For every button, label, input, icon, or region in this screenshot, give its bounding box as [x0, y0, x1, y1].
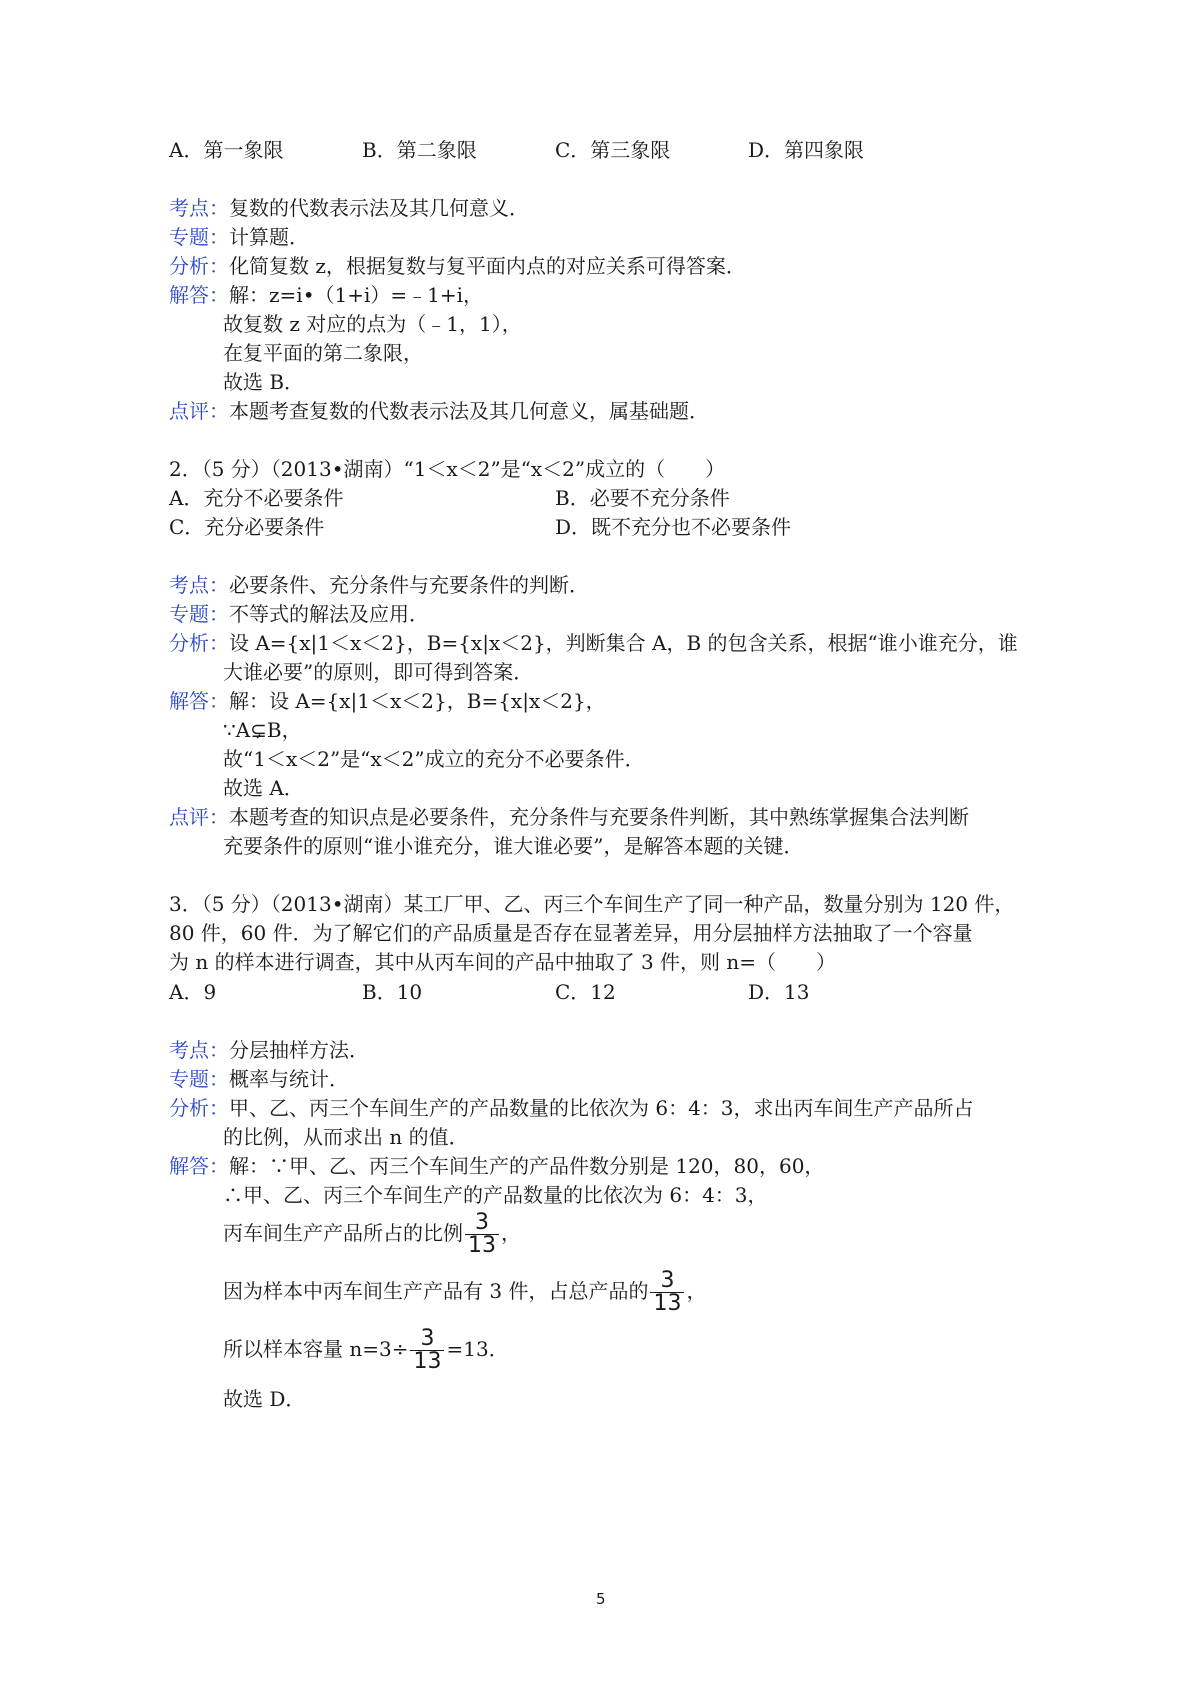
q3-step-capacity: 所以样本容量 n=3÷ $\frac{3}{13}$ =13． — [223, 1326, 509, 1374]
q2-stem: 2．（5 分）（2013•湖南）“1＜x＜2”是“x＜2”成立的（ ） — [169, 457, 726, 481]
q2-jieda-line: ∵A⊊B， — [223, 718, 302, 742]
q1-jieda-line: 故复数 z 对应的点为（﹣1，1）， — [223, 312, 522, 336]
q3-stem-line: 80 件，60 件．为了解它们的产品质量是否存在显著差异，用分层抽样方法抽取了一个容量 — [169, 921, 973, 945]
label-jieda: 解答： — [169, 689, 229, 713]
q1-jieda-line: 在复平面的第二象限， — [223, 341, 423, 365]
label-kaodian: 考点： — [169, 1038, 229, 1062]
q2-dianping: 点评：本题考查的知识点是必要条件，充分条件与充要条件判断，其中熟练掌握集合法判断 — [169, 805, 969, 829]
q3-step-sample: 因为样本中丙车间生产产品有 3 件，占总产品的 $\frac{3}{13}$ ， — [223, 1268, 707, 1316]
label-kaodian: 考点： — [169, 196, 229, 220]
q3-jieda: 解答：解：∵甲、乙、丙三个车间生产的产品件数分别是 120，80，60， — [169, 1154, 825, 1178]
label-dianping: 点评： — [169, 805, 229, 829]
q3-fenxi: 分析：甲、乙、丙三个车间生产的产品数量的比依次为 6：4：3，求出丙车间生产产品所占 — [169, 1096, 974, 1120]
label-zhuanti: 专题： — [169, 225, 229, 249]
q3-fenxi-line: 的比例，从而求出 n 的值． — [223, 1125, 469, 1149]
q3-stem-line: 3．（5 分）（2013•湖南）某工厂甲、乙、丙三个车间生产了同一种产品，数量分别为 120 件， — [169, 892, 1015, 916]
q2-option-a: A．充分不必要条件 — [169, 486, 344, 510]
q2-option-d: D．既不充分也不必要条件 — [555, 515, 792, 539]
q2-jieda: 解答：解：设 A={x|1＜x＜2}，B={x|x＜2}， — [169, 689, 606, 713]
fraction: $\frac{3}{13}$ — [465, 1212, 499, 1257]
q1-jieda: 解答：解：z=i•（1+i）=﹣1+i， — [169, 283, 484, 307]
label-fenxi: 分析： — [169, 254, 229, 278]
q1-zhuanti: 专题：计算题． — [169, 225, 309, 249]
q2-jieda-line: 故选 A． — [223, 776, 304, 800]
q1-option-b: B．第二象限 — [362, 138, 477, 162]
label-dianping: 点评： — [169, 399, 229, 423]
fraction: $\frac{3}{13}$ — [650, 1270, 684, 1315]
q3-stem-line: 为 n 的样本进行调查，其中从丙车间的产品中抽取了 3 件，则 n=（ ） — [169, 950, 837, 974]
q3-step-ratio: 丙车间生产产品所占的比例 $\frac{3}{13}$ ， — [223, 1210, 521, 1258]
q3-option-c: C．12 — [555, 980, 616, 1004]
q2-zhuanti: 专题：不等式的解法及应用． — [169, 602, 429, 626]
label-fenxi: 分析： — [169, 1096, 229, 1120]
q3-zhuanti: 专题：概率与统计． — [169, 1067, 349, 1091]
label-kaodian: 考点： — [169, 573, 229, 597]
q2-fenxi-line: 大谁必要”的原则，即可得到答案． — [223, 660, 534, 684]
q1-jieda-line: 故选 B． — [223, 370, 305, 394]
label-fenxi: 分析： — [169, 631, 229, 655]
q2-option-b: B．必要不充分条件 — [555, 486, 730, 510]
q2-option-c: C．充分必要条件 — [169, 515, 325, 539]
page-number: 5 — [596, 1590, 606, 1608]
label-jieda: 解答： — [169, 1154, 229, 1178]
fraction: $\frac{3}{13}$ — [410, 1328, 444, 1373]
q2-kaodian: 考点：必要条件、充分条件与充要条件的判断． — [169, 573, 589, 597]
q2-dianping-line: 充要条件的原则“谁小谁充分，谁大谁必要”，是解答本题的关键． — [223, 834, 804, 858]
q1-kaodian: 考点：复数的代数表示法及其几何意义． — [169, 196, 529, 220]
q3-kaodian: 考点：分层抽样方法． — [169, 1038, 369, 1062]
q1-option-d: D．第四象限 — [748, 138, 865, 162]
q3-option-a: A．9 — [169, 980, 217, 1004]
q3-option-b: B．10 — [362, 980, 423, 1004]
label-jieda: 解答： — [169, 283, 229, 307]
q1-option-a: A．第一象限 — [169, 138, 284, 162]
label-zhuanti: 专题： — [169, 602, 229, 626]
q3-jieda-line: ∴甲、乙、丙三个车间生产的产品数量的比依次为 6：4：3， — [223, 1183, 768, 1207]
q3-option-d: D．13 — [748, 980, 810, 1004]
q1-fenxi: 分析：化简复数 z，根据复数与复平面内点的对应关系可得答案． — [169, 254, 746, 278]
label-zhuanti: 专题： — [169, 1067, 229, 1091]
q2-fenxi: 分析：设 A={x|1＜x＜2}，B={x|x＜2}，判断集合 A，B 的包含关系，根据“谁小谁充分，谁 — [169, 631, 1018, 655]
q3-final: 故选 D． — [223, 1387, 306, 1411]
q1-dianping: 点评：本题考查复数的代数表示法及其几何意义，属基础题． — [169, 399, 709, 423]
q1-option-c: C．第三象限 — [555, 138, 671, 162]
q2-jieda-line: 故“1＜x＜2”是“x＜2”成立的充分不必要条件． — [223, 747, 645, 771]
